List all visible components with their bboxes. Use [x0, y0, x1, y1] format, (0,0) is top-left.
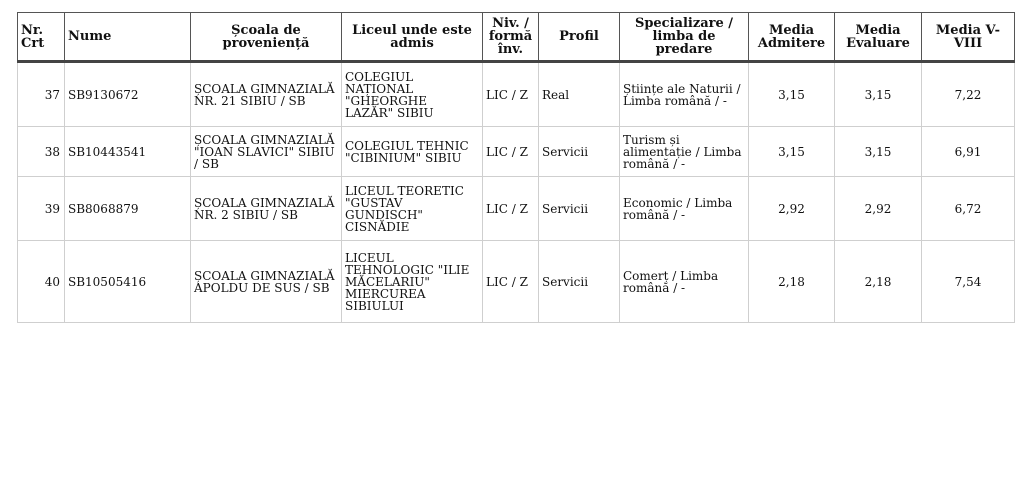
- cell-nr: 37: [18, 62, 65, 127]
- cell-nr: 39: [18, 177, 65, 241]
- cell-media-evaluare: 3,15: [835, 127, 922, 177]
- cell-specializare: Comerț / Limba română / -: [620, 241, 749, 323]
- cell-nume: SB9130672: [65, 62, 191, 127]
- header-specializare: Specializare / limba de predare: [620, 13, 749, 62]
- cell-nivel: LIC / Z: [483, 127, 539, 177]
- cell-liceu: LICEUL TEORETIC "GUSTAV GUNDISCH" CISNĂDIE: [342, 177, 483, 241]
- header-nr-crt: Nr. Crt: [18, 13, 65, 62]
- cell-media-admitere: 2,92: [749, 177, 835, 241]
- cell-media-v-viii: 7,22: [922, 62, 1015, 127]
- cell-nume: SB10443541: [65, 127, 191, 177]
- table-row: [18, 177, 1015, 241]
- header-media-v-viii: Media V-VIII: [922, 13, 1015, 62]
- cell-specializare: Turism și alimentație / Limba română / -: [620, 127, 749, 177]
- cell-nr: 40: [18, 241, 65, 323]
- header-scoala-provenienta: Școala de proveniență: [191, 13, 342, 62]
- cell-specializare: Economic / Limba română / -: [620, 177, 749, 241]
- cell-nr: 38: [18, 127, 65, 177]
- cell-nume: SB10505416: [65, 241, 191, 323]
- table-row: [18, 241, 1015, 323]
- header-media-evaluare: Media Evaluare: [835, 13, 922, 62]
- admission-results-table: [17, 12, 1015, 323]
- cell-scoala: ȘCOALA GIMNAZIALĂ "IOAN SLAVICI" SIBIU / SB: [191, 127, 342, 177]
- cell-media-v-viii: 6,91: [922, 127, 1015, 177]
- cell-media-evaluare: 3,15: [835, 62, 922, 127]
- cell-specializare: Științe ale Naturii / Limba română / -: [620, 62, 749, 127]
- cell-nume: SB8068879: [65, 177, 191, 241]
- cell-liceu: LICEUL TEHNOLOGIC "ILIE MĂCELARIU" MIERCUREA SIBIULUI: [342, 241, 483, 323]
- cell-profil: Servicii: [539, 127, 620, 177]
- cell-media-v-viii: 6,72: [922, 177, 1015, 241]
- cell-media-admitere: 3,15: [749, 62, 835, 127]
- header-media-admitere: Media Admitere: [749, 13, 835, 62]
- cell-media-admitere: 2,18: [749, 241, 835, 323]
- cell-media-evaluare: 2,18: [835, 241, 922, 323]
- cell-liceu: COLEGIUL NAȚIONAL "GHEORGHE LAZĂR" SIBIU: [342, 62, 483, 127]
- cell-nivel: LIC / Z: [483, 62, 539, 127]
- cell-liceu: COLEGIUL TEHNIC "CIBINIUM" SIBIU: [342, 127, 483, 177]
- cell-profil: Servicii: [539, 241, 620, 323]
- cell-media-admitere: 3,15: [749, 127, 835, 177]
- cell-scoala: ȘCOALA GIMNAZIALĂ NR. 2 SIBIU / SB: [191, 177, 342, 241]
- header-nume: Nume: [65, 13, 191, 62]
- table-row: [18, 62, 1015, 127]
- results-table-container: [17, 12, 1014, 323]
- header-liceu-admis: Liceul unde este admis: [342, 13, 483, 62]
- table-row: [18, 127, 1015, 177]
- header-nivel-forma: Niv. / formă înv.: [483, 13, 539, 62]
- cell-media-v-viii: 7,54: [922, 241, 1015, 323]
- cell-profil: Real: [539, 62, 620, 127]
- header-profil: Profil: [539, 13, 620, 62]
- cell-media-evaluare: 2,92: [835, 177, 922, 241]
- cell-scoala: ȘCOALA GIMNAZIALĂ NR. 21 SIBIU / SB: [191, 62, 342, 127]
- cell-nivel: LIC / Z: [483, 177, 539, 241]
- cell-scoala: ȘCOALA GIMNAZIALĂ APOLDU DE SUS / SB: [191, 241, 342, 323]
- table-header-row: [18, 13, 1015, 62]
- cell-profil: Servicii: [539, 177, 620, 241]
- cell-nivel: LIC / Z: [483, 241, 539, 323]
